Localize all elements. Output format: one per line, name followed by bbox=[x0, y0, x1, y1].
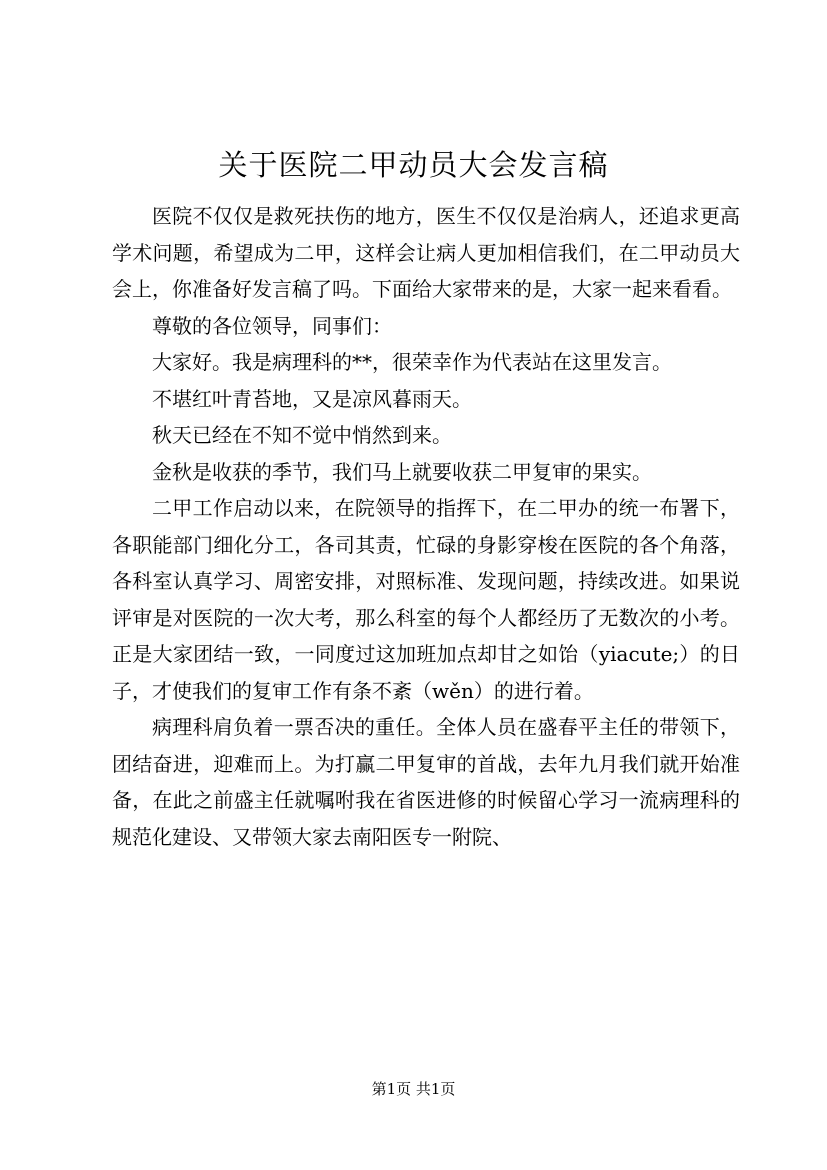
paragraph-greeting: 大家好。我是病理科的**，很荣幸作为代表站在这里发言。 bbox=[152, 350, 672, 374]
paragraph-salutation: 尊敬的各位领导，同事们： bbox=[152, 313, 392, 338]
page-number-footer: 第1页 共1页 bbox=[371, 1080, 456, 1098]
paragraph-pathology-dept: 病理科肩负着一票否决的重任。全体人员在盛春平主任的带领下，团结奋进，迎难而上。为打赢二甲复审的首战，去年九月我们就开始准备，在此之前盛主任就嘱咐我在省医进修的时候留心学习一流病理科的规范化建设、又带领大家去南阳医专一附院、 bbox=[112, 715, 740, 849]
paragraph-poem-line: 不堪红叶青苔地，又是凉风暮雨天。 bbox=[152, 386, 472, 411]
paragraph-work-progress: 二甲工作启动以来，在院领导的指挥下，在二甲办的统一布署下，各职能部门细化分工，各司其责，忙碌的身影穿梭在医院的各个角落，各科室认真学习、周密安排，对照标准、发现问题，持续改进。如果说评审是对医院的一次大考，那么科室的每个人都经历了无数次的小考。正是大家团结一致，一同度过这加班加点却甘之如饴（yiacute;）的日子，才使我们的复审工作有条不紊（wěn）的进行着。 bbox=[112, 496, 740, 703]
document-body bbox=[112, 198, 740, 855]
paragraph-harvest: 金秋是收获的季节，我们马上就要收获二甲复审的果实。 bbox=[152, 459, 652, 484]
document-title: 关于医院二甲动员大会发言稿 bbox=[218, 148, 609, 182]
paragraph-intro: 医院不仅仅是救死扶伤的地方，医生不仅仅是治病人，还追求更高学术问题，希望成为二甲，这样会让病人更加相信我们，在二甲动员大会上，你准备好发言稿了吗。下面给大家带来的是，大家一起来看看。 bbox=[112, 204, 740, 301]
paragraph-autumn: 秋天已经在不知不觉中悄然到来。 bbox=[152, 423, 452, 447]
